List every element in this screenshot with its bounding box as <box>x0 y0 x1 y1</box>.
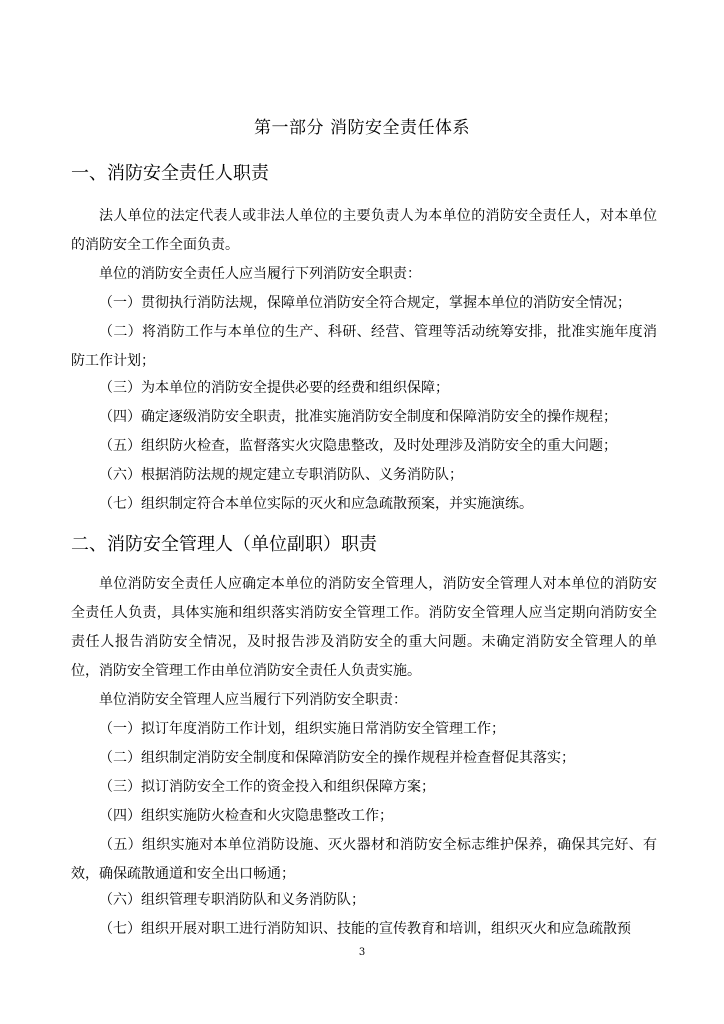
section-1-paragraph: 单位的消防安全责任人应当履行下列消防安全职责： <box>99 266 421 282</box>
section-2-paragraph: 单位消防安全责任人应确定本单位的消防安全管理人，消防安全管理人对本单位的消防安全责任人负责，具体实施和组织落实消防安全管理工作。消防安全管理人应当定期向消防安全责任人报告消防安全情况，及时报告涉及消防安全的重大问题。未确定消防安全管理人的单位，消防安全管理工作由单位消防安全责任人负责实施。 <box>71 576 657 679</box>
section-1-list-item: （二）将消防工作与本单位的生产、科研、经营、管理等活动统筹安排，批准实施年度消防工作计划； <box>71 324 657 369</box>
section-1-list-item: （一）贯彻执行消防法规，保障单位消防安全符合规定，掌握本单位的消防安全情况； <box>99 295 631 311</box>
section-2-heading: 二、消防安全管理人（单位副职）职责 <box>71 534 377 555</box>
page-title: 第一部分 消防安全责任体系 <box>254 118 470 138</box>
section-1-list-item: （七）组织制定符合本单位实际的灭火和应急疏散预案，并实施演练。 <box>99 496 533 512</box>
section-2-list-item: （五）组织实施对本单位消防设施、灭火器材和消防安全标志维护保养，确保其完好、有效，确保疏散通道和安全出口畅通； <box>71 837 657 882</box>
section-1-paragraph: 法人单位的法定代表人或非法人单位的主要负责人为本单位的消防安全责任人，对本单位的消防安全工作全面负责。 <box>71 208 657 253</box>
section-2-list-item: （七）组织开展对职工进行消防知识、技能的宣传教育和培训，组织灭火和应急疏散预 <box>99 921 631 937</box>
section-2-list-item: （二）组织制定消防安全制度和保障消防安全的操作规程并检查督促其落实； <box>99 750 575 766</box>
page-number: 3 <box>358 947 366 958</box>
section-1-list-item: （六）根据消防法规的规定建立专职消防队、义务消防队； <box>99 467 463 483</box>
section-1-list-item: （四）确定逐级消防安全职责，批准实施消防安全制度和保障消防安全的操作规程； <box>99 409 617 425</box>
section-1-heading: 一、消防安全责任人职责 <box>71 163 269 184</box>
section-1-list-item: （三）为本单位的消防安全提供必要的经费和组织保障； <box>99 380 449 396</box>
section-2-list-item: （一）拟订年度消防工作计划，组织实施日常消防安全管理工作； <box>99 721 505 737</box>
section-2-list-item: （六）组织管理专职消防队和义务消防队； <box>99 892 365 908</box>
section-2-list-item: （四）组织实施防火检查和火灾隐患整改工作； <box>99 808 393 824</box>
section-2-list-item: （三）拟订消防安全工作的资金投入和组织保障方案； <box>99 779 435 795</box>
section-2-paragraph: 单位消防安全管理人应当履行下列消防安全职责： <box>99 692 407 708</box>
section-1-list-item: （五）组织防火检查，监督落实火灾隐患整改，及时处理涉及消防安全的重大问题； <box>99 438 617 454</box>
